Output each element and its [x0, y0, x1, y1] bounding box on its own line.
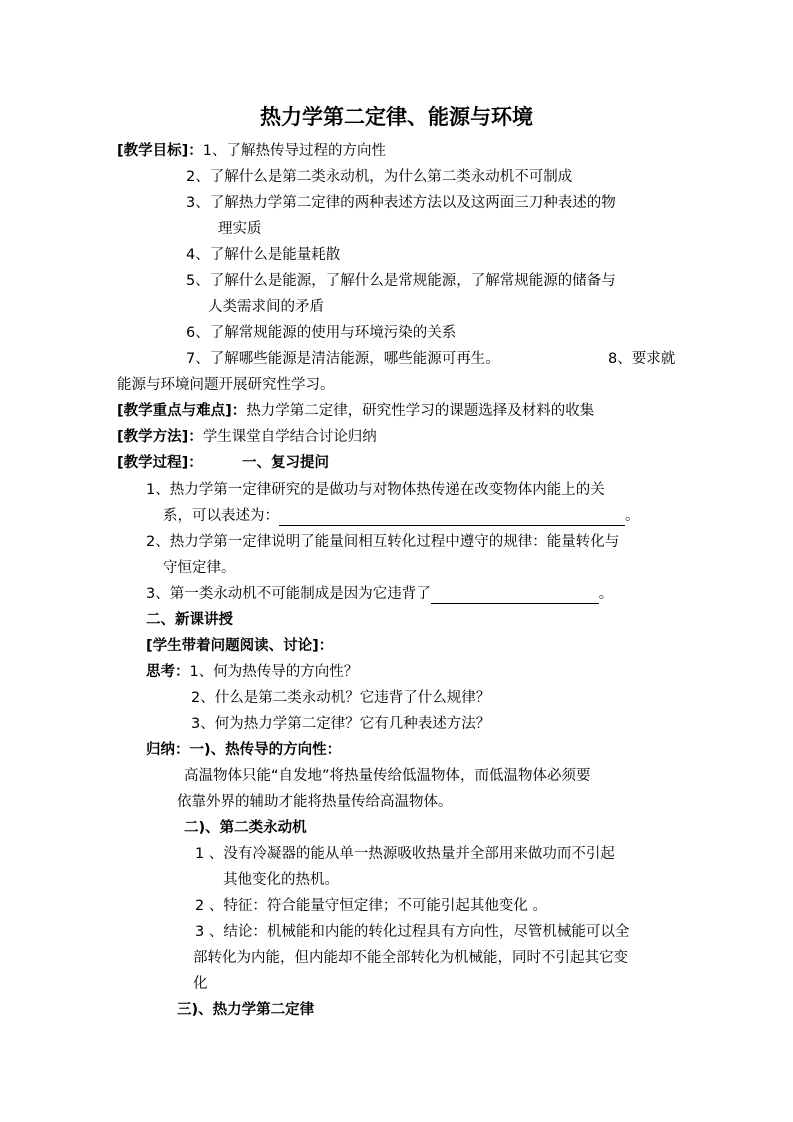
- review-q3-prompt: 3、第一类永动机不可能制成是因为它违背了: [146, 586, 431, 602]
- summary-part1-heading: 一)、热传导的方向性：: [189, 742, 342, 758]
- summary-part2-heading: 二)、第二类永动机: [184, 820, 307, 836]
- think-line-1: [146, 662, 358, 682]
- summary-part1-line2: 依靠外界的辅助才能将热量传给高温物体。: [177, 794, 453, 810]
- review-q3-line: [146, 584, 613, 604]
- method-line: [117, 427, 377, 447]
- objective-item-7: 7、了解哪些能源是清洁能源，哪些能源可再生。: [186, 351, 500, 367]
- objective-item-6: 6、了解常规能源的使用与环境污染的关系: [186, 325, 457, 341]
- summary-part2-item3-line2: 部转化为内能，但内能却不能全部转化为机械能，同时不引起其它变: [193, 950, 628, 966]
- review-q1-end: 。: [625, 508, 640, 524]
- page-title: 热力学第二定律、能源与环境: [260, 105, 533, 129]
- review-q3-blank[interactable]: [431, 587, 599, 604]
- objective-item-1: 1、了解热传导过程的方向性: [202, 143, 386, 159]
- summary-part1-line1: 高温物体只能“自发地”将热量传给低温物体，而低温物体必须要: [184, 768, 591, 784]
- key-points-text: 热力学第二定律，研究性学习的课题选择及材料的收集: [246, 403, 595, 419]
- summary-line-1: [146, 740, 341, 760]
- review-q2-line1: 2、热力学第一定律说明了能量间相互转化过程中遵守的规律：能量转化与: [146, 534, 620, 550]
- think-item-3: 3、何为热力学第二定律？它有几种表述方法？: [191, 716, 491, 732]
- objective-item-8: 8、要求就: [608, 351, 676, 367]
- method-label: [教学方法]：: [117, 429, 203, 445]
- review-q1-prompt: 系，可以表述为：: [163, 508, 279, 524]
- method-text: 学生课堂自学结合讨论归纳: [202, 429, 377, 445]
- objectives-label: [教学目标]：: [117, 143, 203, 159]
- review-q1-blank[interactable]: [279, 509, 625, 526]
- new-lesson-subheading: [学生带着问题阅读、讨论]：: [146, 638, 334, 654]
- objective-item-2: 2、了解什么是第二类永动机，为什么第二类永动机不可制成: [186, 169, 573, 185]
- objective-item-5-cont: 人类需求间的矛盾: [208, 299, 324, 315]
- objectives-line-1: [117, 141, 386, 161]
- think-item-1: 1、何为热传导的方向性？: [189, 664, 359, 680]
- summary-part2-item2: 2 、特征：符合能量守恒定律；不可能引起其他变化 。: [195, 898, 547, 914]
- objective-item-4: 4、了解什么是能量耗散: [186, 247, 341, 263]
- summary-part3-heading: 三)、热力学第二定律: [177, 1002, 315, 1018]
- process-label: [教学过程]：: [117, 455, 203, 471]
- summary-part2-item3-line3: 化: [193, 976, 208, 992]
- summary-label: 归纳：: [146, 742, 190, 758]
- objective-item-5: 5、了解什么是能源，了解什么是常规能源，了解常规能源的储备与: [186, 273, 616, 289]
- review-q1-line2: [163, 506, 640, 526]
- review-q1-line1: 1、热力学第一定律研究的是做功与对物体热传递在改变物体内能上的关: [146, 482, 605, 498]
- summary-part2-item1-line2: 其他变化的热机。: [223, 872, 339, 888]
- objective-item-3: 3、了解热力学第二定律的两种表述方法以及这两面三刀种表述的物: [186, 195, 616, 211]
- review-q3-end: 。: [598, 586, 614, 602]
- think-label: 思考：: [146, 664, 190, 680]
- review-heading: 一、复习提问: [242, 455, 329, 471]
- review-q2-line2: 守恒定律。: [163, 560, 236, 576]
- summary-part2-item3-line1: 3 、结论：机械能和内能的转化过程具有方向性，尽管机械能可以全: [195, 924, 630, 940]
- new-lesson-heading: 二、新课讲授: [146, 612, 233, 628]
- think-item-2: 2、什么是第二类永动机？它违背了什么规律？: [191, 690, 491, 706]
- objective-item-3-cont: 理实质: [218, 221, 262, 237]
- key-points-label: [教学重点与难点]：: [117, 403, 247, 419]
- key-points-line: [117, 401, 594, 421]
- summary-part2-item1-line1: 1 、没有冷凝器的能从单一热源吸收热量并全部用来做功而不引起: [195, 846, 615, 862]
- objective-item-8-cont: 能源与环境问题开展研究性学习。: [117, 377, 335, 393]
